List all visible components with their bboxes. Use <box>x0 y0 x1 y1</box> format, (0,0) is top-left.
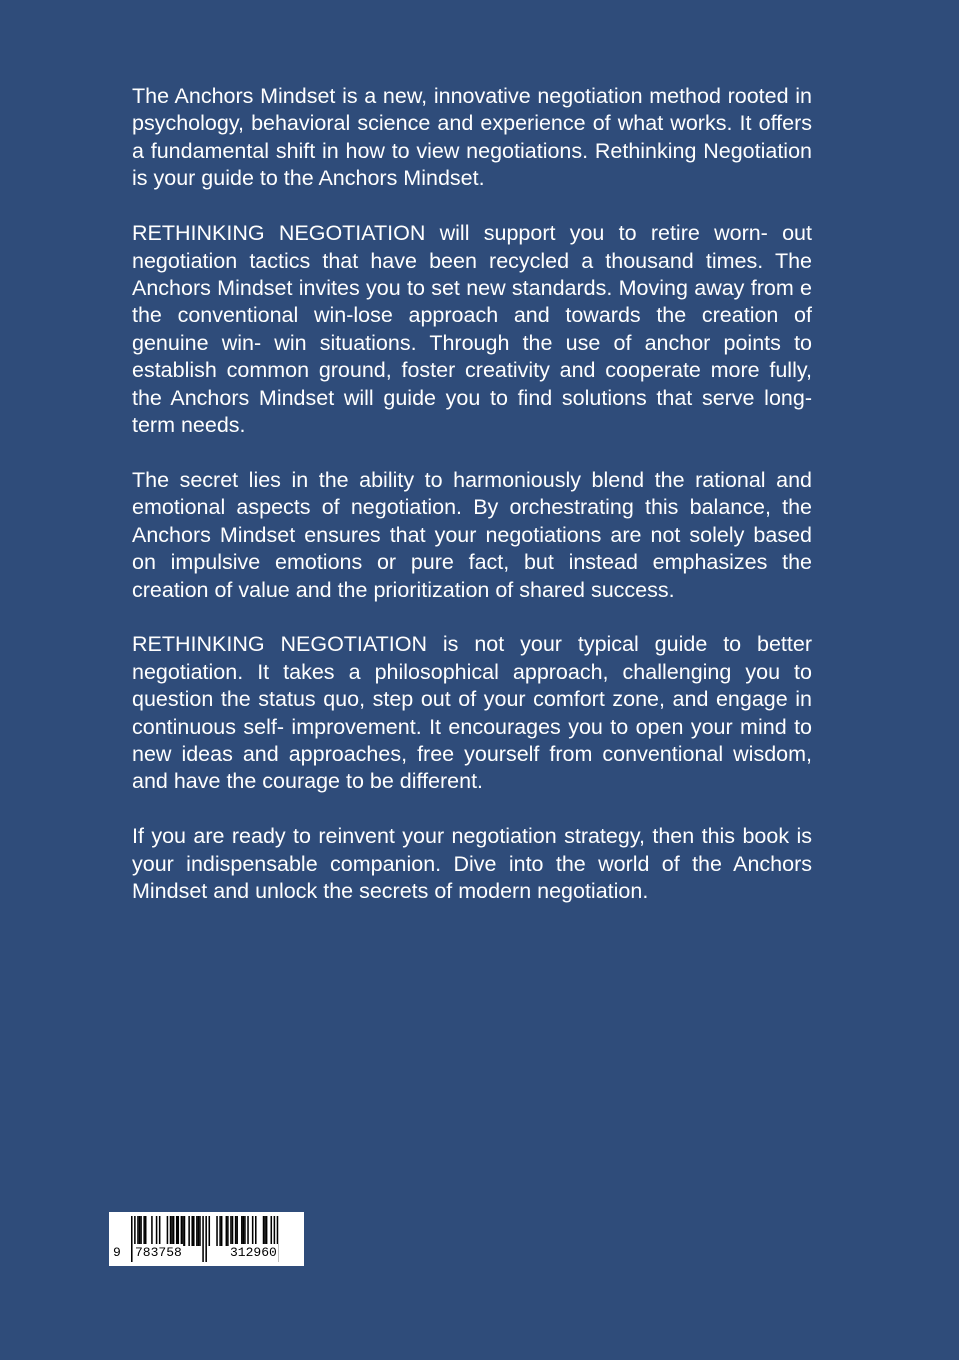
barcode-bar <box>196 1216 198 1246</box>
barcode-bar <box>216 1216 218 1246</box>
barcode-bar <box>241 1216 243 1246</box>
barcode-bar <box>173 1216 175 1246</box>
blurb-paragraph-1: The Anchors Mindset is a new, innovative negotiation method rooted in psychology, behavioral science and experience of what works. It offers a fundamental shift in how to view negotiations. Rethinking Negotiation is your guide to the Anchors Mindset. <box>132 84 812 191</box>
barcode-bar <box>263 1216 265 1246</box>
barcode-bar <box>184 1216 186 1246</box>
barcode-bar <box>252 1216 254 1246</box>
barcode-bar <box>143 1216 145 1246</box>
blurb-text <box>132 83 812 933</box>
barcode-bar <box>145 1216 147 1246</box>
barcode-bar <box>178 1216 180 1246</box>
barcode-bar <box>137 1216 139 1246</box>
barcode-bar <box>159 1216 161 1246</box>
barcode-bar <box>191 1216 193 1246</box>
barcode-bar <box>170 1216 172 1246</box>
barcode-bar <box>182 1216 184 1246</box>
barcode-bar <box>247 1216 249 1246</box>
barcode-bar <box>171 1216 173 1246</box>
barcode-bar <box>235 1216 237 1246</box>
blurb-paragraph-4: RETHINKING NEGOTIATION is not your typical guide to better negotiation. It takes a philosophical approach, challenging you to question the status quo, step out of your comfort zone, and engage in continuous self- improvement. It encourages you to open your mind to new ideas and approaches, free yourself from conventional wisdom, and have the courage to be different. <box>132 632 812 794</box>
blurb-paragraph-5: If you are ready to reinvent your negotiation strategy, then this book is your indispensable companion. Dive into the world of the Anchors Mindset and unlock the secrets of modern negotiation. <box>132 824 812 904</box>
isbn-left-group: 783758 <box>135 1245 182 1260</box>
barcode-bar <box>151 1216 153 1246</box>
barcode-bar <box>230 1216 232 1246</box>
barcode-bar <box>198 1216 200 1246</box>
barcode-bar <box>232 1216 234 1246</box>
isbn-barcode <box>109 1212 304 1266</box>
isbn-number <box>109 1244 304 1262</box>
barcode-bar <box>244 1216 246 1246</box>
barcode-bar <box>188 1216 190 1246</box>
barcode-bar <box>140 1216 142 1246</box>
barcode-bar <box>227 1216 229 1246</box>
barcode-bar <box>226 1216 228 1246</box>
isbn-right-group: 312960 <box>230 1245 277 1260</box>
barcode-bar <box>219 1216 221 1246</box>
isbn-first-digit: 9 <box>113 1245 121 1260</box>
barcode-bar <box>156 1216 158 1246</box>
barcode-bar <box>264 1216 266 1246</box>
barcode-bar <box>193 1216 195 1246</box>
barcode-bar <box>181 1216 183 1246</box>
barcode-bar <box>243 1216 245 1246</box>
barcode-bar <box>266 1216 268 1246</box>
barcode-bar <box>271 1216 273 1246</box>
barcode-bar <box>167 1216 169 1246</box>
barcode-bar <box>236 1216 238 1246</box>
blurb-paragraph-2: RETHINKING NEGOTIATION will support you to retire worn- out negotiation tactics that have been recycled a thousand times. The Anchors Mindset invites you to set new standards. Moving away from e the conventional win-lose approach and towards the creation of genuine win- win situations. Through the use of anchor points to establish common ground, foster creativity and cooperate more fully, the Anchors Mindset will guide you to find solutions that serve long-term needs. <box>132 221 812 437</box>
barcode-bar <box>209 1216 211 1246</box>
barcode-bar <box>255 1216 257 1246</box>
barcode-bar <box>176 1216 178 1246</box>
blurb-paragraph-3: The secret lies in the ability to harmoniously blend the rational and emotional aspects of negotiation. By orchestrating this balance, the Anchors Mindset ensures that your negotiations are not solely based on impulsive emotions or pure fact, but instead emphasizes the creation of value and the prioritization of shared success. <box>132 467 812 602</box>
barcode-bar <box>139 1216 141 1246</box>
barcode-bar <box>221 1216 223 1246</box>
barcode-bar <box>199 1216 201 1246</box>
